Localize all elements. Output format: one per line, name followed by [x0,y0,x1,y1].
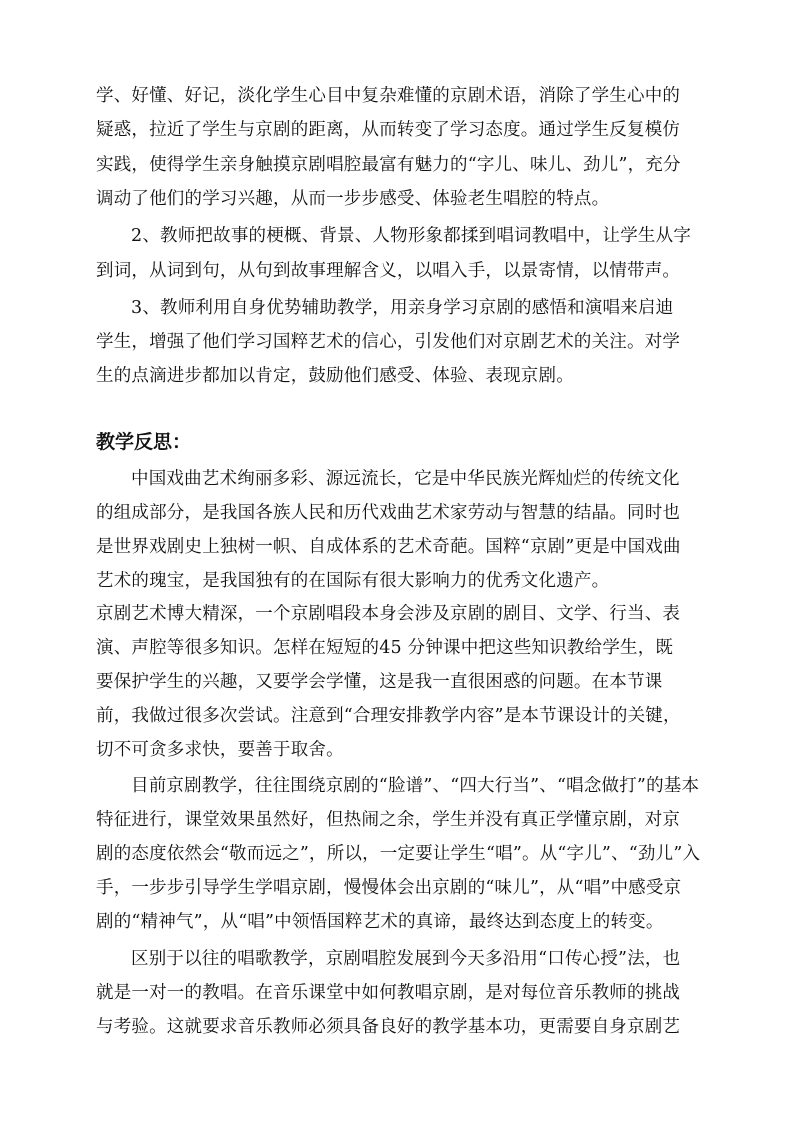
paragraph-line: 切不可贪多求快，要善于取舍。 [96,740,344,760]
paragraph-line: 与考验。这就要求音乐教师必须具备良好的教学基本功，更需要自身京剧艺 [96,1017,681,1037]
paragraph-line: 实践，使得学生亲身触摸京剧唱腔最富有魅力的“字儿、味儿、劲儿”，充分 [96,155,681,175]
paragraph-line: 剧的“精神气”，从“唱”中领悟国粹艺术的真谛，最终达到态度上的转变。 [96,912,664,932]
paragraph-line: 生的点滴进步都加以肯定，鼓励他们感受、体验、表现京剧。 [96,366,574,386]
paragraph-line: 的组成部分，是我国各族人民和历代戏曲艺术家劳动与智慧的结晶。同时也 [96,503,681,523]
paragraph-line: 中国戏曲艺术绚丽多彩、源远流长，它是中华民族光辉灿烂的传统文化 [131,469,680,489]
paragraph-line: 要保护学生的兴趣，又要学会学懂，这是我一直很困惑的问题。在本节课 [96,672,663,692]
paragraph-line: 手，一步步引导学生学唱京剧，慢慢体会出京剧的“味儿”，从“唱”中感受京 [96,878,682,898]
paragraph-line: 到词，从词到句，从句到故事理解含义，以唱入手，以景寄情，以情带声。 [96,261,681,281]
paragraph-line: 学生，增强了他们学习国粹艺术的信心，引发他们对京剧艺术的关注。对学 [96,332,681,352]
paragraph-line: 是世界戏剧史上独树一帜、自成体系的艺术奇葩。国粹“京剧”更是中国戏曲 [96,537,681,557]
paragraph-line: 3、教师利用自身优势辅助教学，用亲身学习京剧的感悟和演唱来启迪 [131,298,674,318]
paragraph-line: 特征进行，课堂效果虽然好，但热闹之余，学生并没有真正学懂京剧，对京 [96,810,681,830]
paragraph-line: 疑惑，拉近了学生与京剧的距离，从而转变了学习态度。通过学生反复模仿 [96,120,681,140]
paragraph-line: 学、好懂、好记，淡化学生心目中复杂难懂的京剧术语，消除了学生心中的 [96,86,681,106]
paragraph-line: 剧的态度依然会“敬而远之”，所以，一定要让学生“唱”。从“字儿”、“劲儿”入 [96,844,701,864]
section-heading: 教学反思： [96,431,192,453]
paragraph-line: 就是一对一的教唱。在音乐课堂中如何教唱京剧，是对每位音乐教师的挑战 [96,983,681,1003]
paragraph-line: 2、教师把故事的梗概、背景、人物形象都揉到唱词教唱中，让学生从字 [131,226,692,246]
paragraph-line: 京剧艺术博大精深，一个京剧唱段本身会涉及京剧的剧目、文学、行当、表 [96,604,681,624]
paragraph-line: 调动了他们的学习兴趣，从而一步步感受、体验老生唱腔的特点。 [96,189,610,209]
paragraph-line: 艺术的瑰宝，是我国独有的在国际有很大影响力的优秀文化遗产。 [96,571,610,591]
paragraph-line: 演、声腔等很多知识。怎样在短短的45 分钟课中把这些知识教给学生，既 [96,638,674,658]
paragraph-line: 区别于以往的唱歌教学，京剧唱腔发展到今天多沿用“口传心授”法，也 [131,949,681,969]
paragraph-line: 前，我做过很多次尝试。注意到“合理安排教学内容”是本节课设计的关键， [96,706,681,726]
paragraph-line: 目前京剧教学，往往围绕京剧的“脸谱”、“四大行当”、“唱念做打”的基本 [131,776,700,796]
